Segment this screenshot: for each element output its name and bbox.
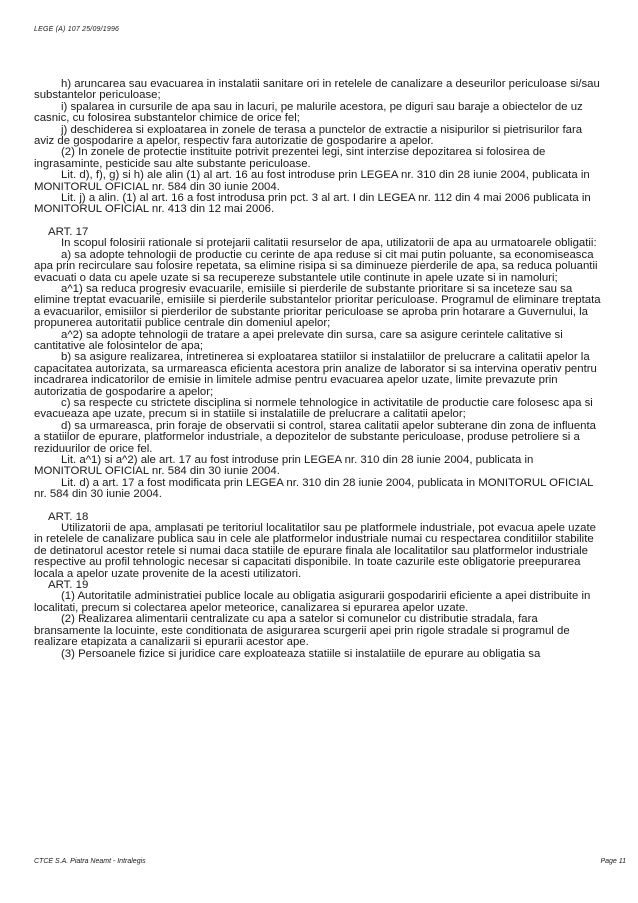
paragraph: j) deschiderea si exploatarea in zonele de terasa a punctelor de extractie a nisipurilor si pietrisurilor fara aviz de gospodarire a apelor, respectiv fara autorizatie de gospodarire a apelor. bbox=[34, 123, 583, 148]
document-body bbox=[34, 79, 602, 660]
paragraph: Lit. d), f), g) si h) ale alin (1) al art. 16 au fost introduse prin LEGEA nr. 310 din 28 iunie 2004, publicata in MONITORUL OFICIAL nr. 584 din 30 iunie 2004. bbox=[34, 169, 590, 193]
document-header: LEGE (A) 107 25/09/1996 bbox=[34, 26, 120, 33]
article-heading: ART. 19 bbox=[48, 579, 89, 592]
paragraph: In scopul folosirii rationale si protejarii calitatii resurselor de apa, utilizatorii de apa au urmatoarele obligatii: bbox=[61, 237, 597, 250]
section-gap bbox=[34, 501, 602, 512]
paragraph: (2) In zonele de protectie instituite potrivit prezentei legi, sint interzise depozitarea si folosirea de ingrasaminte, pesticide sau alte substante periculoase. bbox=[34, 146, 546, 170]
footer-source: CTCE S.A. Piatra Neamt - Intralegis bbox=[34, 858, 146, 865]
paragraph: c) sa respecte cu strictete disciplina si normele tehnologice in activitatile de productie care folosesc apa si evacueaza ape uzate, precum si in statiile si instalatiile de prelucrare a calitatii apelor; bbox=[34, 396, 593, 421]
paragraph: Lit. a^1) si a^2) ale art. 17 au fost introduse prin LEGEA nr. 310 din 28 iunie 2004, publicata in MONITORUL OFICIAL nr. 584 din 30 iunie 2004. bbox=[34, 454, 534, 478]
paragraph: (3) Persoanele fizice si juridice care exploateaza statiile si instalatiile de epurare au obligatia sa bbox=[61, 647, 541, 660]
section-gap bbox=[34, 216, 602, 227]
paragraph: a^2) sa adopte tehnologii de tratare a apei prelevate din sursa, care sa asigure cerintele calitative si cantitative ale folosintelor de apa; bbox=[34, 328, 563, 352]
paragraph: a) sa adopte tehnologii de productie cu cerinte de apa reduse si cit mai putin poluante, sa economiseasca apa prin recirculare sau folosire repetata, sa elimine risipa si sa diminueze pierderile de apa, sa reduca poluantii evacuati o data cu apele uzate si sa recupereze substantele utile continute in apele uzate si in namoluri; bbox=[34, 248, 598, 284]
paragraph: Lit. d) a art. 17 a fost modificata prin LEGEA nr. 310 din 28 iunie 2004, publicata in MONITORUL OFICIAL nr. 584 din 30 iunie 2004. bbox=[34, 476, 594, 501]
paragraph: b) sa asigure realizarea, intretinerea si exploatarea statiilor si instalatiilor de prelucrare a calitatii apelor la capacitatea autorizata, sa urmareasca eficienta acestora prin analize de laborator si sa intervina operativ pentru incadrarea indicatorilor de emisie in limitele admise pentru evacuarea apelor uzate, limite prevazute prin autorizatia de gospodarire a apelor; bbox=[34, 351, 597, 398]
paragraph: d) sa urmareasca, prin foraje de observatii si control, starea calitatii apelor subterane din zona de influenta a statiilor de epurare, platformelor industriale, a depozitelor de substante periculoase, produse petroliere si a reziduurilor de orice fel. bbox=[34, 419, 597, 455]
paragraph: i) spalarea in cursurile de apa sau in lacuri, pe malurile acestora, pe diguri sau baraje a obiectelor de uz casnic, cu folosirea substantelor chimice de orice fel; bbox=[34, 100, 583, 125]
paragraph: Utilizatorii de apa, amplasati pe teritoriul localitatilor sau pe platformele industriale, pot evacua apele uzate in retelele de canalizare publica sau in cele ale platformelor industriale numai cu respectarea conditiilor stabilite de detinatorul acestor retele si numai daca statiile de epurare finala ale localitatilor sau platformelor industriale respective au profil tehnologic necesar si capacitati disponibile. In toate cazurile este obligatorie preepurarea locala a apelor uzate provenite de la acesti utilizatori. bbox=[34, 522, 597, 580]
article-heading: ART. 18 bbox=[48, 510, 89, 523]
page-number: Page 11 bbox=[600, 858, 626, 865]
paragraph: (1) Autoritatile administratiei publice locale au obligatia asigurarii gospodaririi eficiente a apei distribuite in localitati, precum si colectarea apelor meteorice, canalizarea si epurarea apelor uzate. bbox=[34, 590, 591, 614]
paragraph: h) aruncarea sau evacuarea in instalatii sanitare ori in retelele de canalizare a deseurilor periculoase si/sau substantelor periculoase; bbox=[34, 78, 600, 102]
paragraph: Lit. j) a alin. (1) al art. 16 a fost introdusa prin pct. 3 al art. I din LEGEA nr. 112 din 4 mai 2006 publicata in MONITORUL OFICIAL nr. 413 din 12 mai 2006. bbox=[34, 192, 591, 216]
article-heading: ART. 17 bbox=[48, 225, 89, 238]
paragraph: (2) Realizarea alimentarii centralizate cu apa a satelor si comunelor cu distributie stradala, fara bransamente la locuinte, este conditionata de asigurarea scurgerii apei prin rigole stradale si programul de realizare etapizata a canalizarii si epurarii acestor ape. bbox=[34, 613, 570, 649]
paragraph: a^1) sa reduca progresiv evacuarile, emisiile si pierderile de substante prioritare si sa inceteze sau sa elimine treptat evacuarile, emisiile si pierderile substantelor prioritar periculoase. Programul de eliminare treptata a evacuarilor, emisiilor si pierderilor de substante prioritar periculoase se aproba prin hotarare a Guvernului, la propunerea autoritatii publice centrale din domeniul apelor; bbox=[34, 282, 601, 330]
